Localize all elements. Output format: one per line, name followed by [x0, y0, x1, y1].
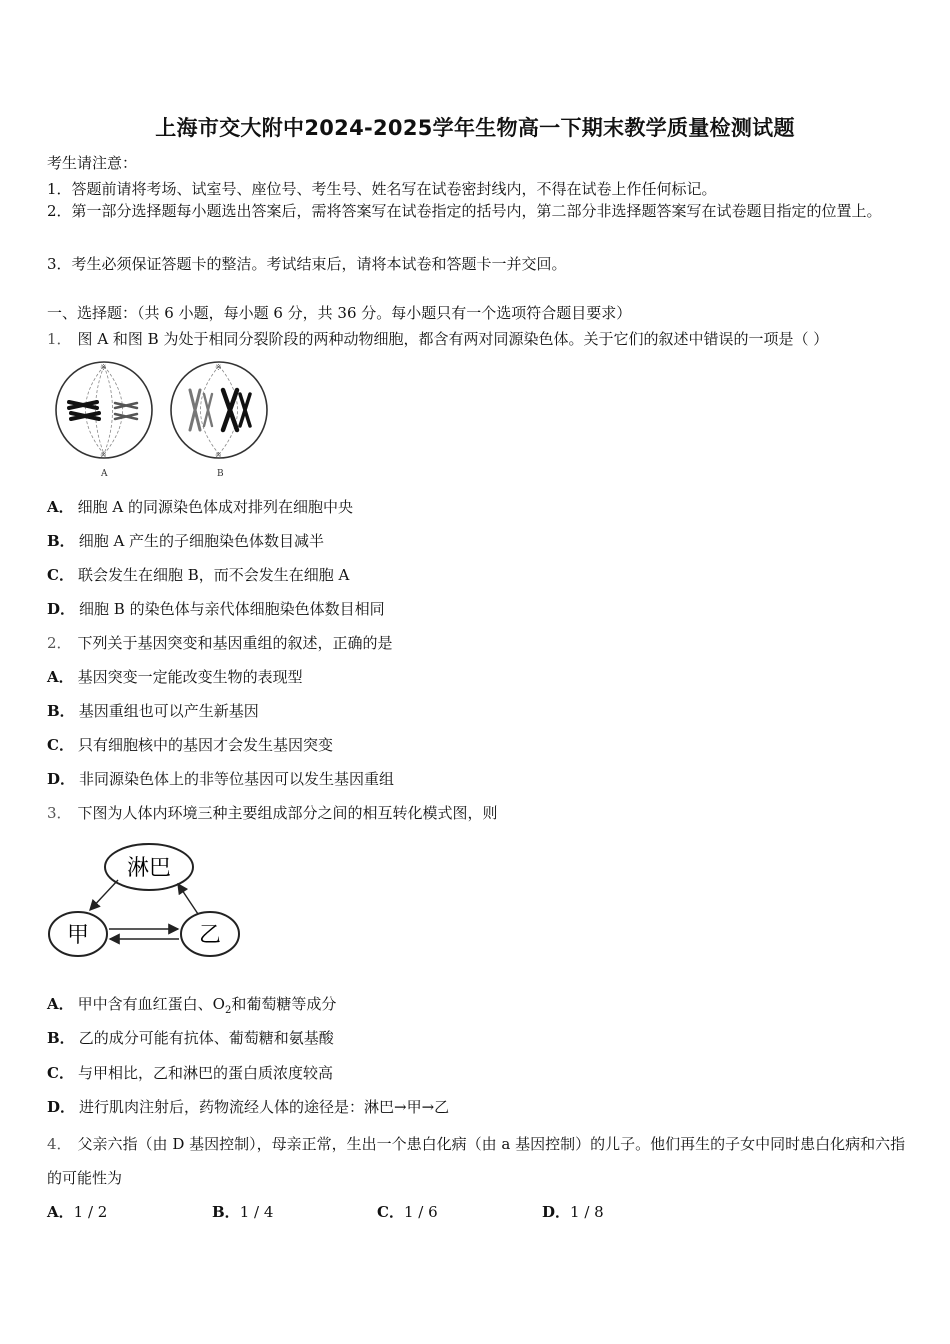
- figure-label-a: A: [101, 469, 108, 479]
- notice-item-3: 3．考生必须保证答题卡的整洁。考试结束后，请将本试卷和答题卡一并交回。: [47, 255, 567, 273]
- question-1-option-d[interactable]: D． 细胞 B 的染色体与亲代体细胞染色体数目相同: [47, 600, 385, 618]
- exam-title: 上海市交大附中2024-2025学年生物高一下期末教学质量检测试题: [155, 116, 795, 140]
- question-2-option-b[interactable]: B． 基因重组也可以产生新基因: [47, 702, 259, 720]
- question-2-option-d[interactable]: D． 非同源染色体上的非等位基因可以发生基因重组: [47, 770, 395, 788]
- body-fluid-diagram: [46, 840, 246, 965]
- question-2-option-a[interactable]: A． 基因突变一定能改变生物的表现型: [47, 668, 303, 686]
- question-1-option-a[interactable]: A． 细胞 A 的同源染色体成对排列在细胞中央: [47, 498, 354, 516]
- question-3-text: 下图为人体内环境三种主要组成部分之间的相互转化模式图，则: [77, 804, 498, 822]
- question-2-option-c[interactable]: C． 只有细胞核中的基因才会发生基因突变: [47, 736, 333, 754]
- question-1-stem: [47, 328, 828, 349]
- question-4-option-c[interactable]: C．1 / 6: [377, 1203, 438, 1221]
- section-heading: 一、选择题：（共 6 小题，每小题 6 分，共 36 分。每小题只有一个选项符合题目要求）: [47, 304, 632, 322]
- question-1-number: 1．: [47, 330, 72, 348]
- question-3-option-a[interactable]: A． 甲中含有血红蛋白、$O_2$和葡萄糖等成分: [47, 995, 337, 1016]
- question-1-option-c[interactable]: C． 联会发生在细胞 B，而不会发生在细胞 A: [47, 566, 350, 584]
- notice-item-1: 1．答题前请将考场、试室号、座位号、考生号、姓名写在试卷密封线内，不得在试卷上作任何标记。: [47, 180, 717, 198]
- svg-text:※: ※: [100, 363, 107, 372]
- notice-heading: 考生请注意：: [47, 154, 138, 172]
- question-4-stem: [47, 1127, 907, 1195]
- question-2-text: 下列关于基因突变和基因重组的叙述，正确的是: [77, 634, 393, 652]
- question-4-text: 父亲六指（由 D 基因控制），母亲正常，生出一个患白化病（由 a 基因控制）的儿子。他们再生的子女中同时患白化病和六指的可能性为: [47, 1135, 906, 1187]
- jia-label: 甲: [66, 923, 90, 948]
- svg-text:※: ※: [100, 451, 107, 460]
- question-2-number: 2．: [47, 634, 72, 652]
- question-3-number: 3．: [47, 804, 72, 822]
- question-3-stem: [47, 802, 498, 823]
- question-1-text: 图 A 和图 B 为处于相同分裂阶段的两种动物细胞，都含有两对同源染色体。关于它们的叙述中错误的一项是（ ）: [77, 330, 829, 348]
- svg-text:※: ※: [215, 363, 222, 372]
- question-4-option-a[interactable]: A．1 / 2: [47, 1203, 108, 1221]
- question-3-option-b[interactable]: B． 乙的成分可能有抗体、葡萄糖和氨基酸: [47, 1029, 334, 1047]
- svg-text:※: ※: [215, 451, 222, 460]
- arrow-lymph-to-jia: [90, 880, 118, 910]
- question-3-option-c[interactable]: C． 与甲相比，乙和淋巴的蛋白质浓度较高: [47, 1064, 333, 1082]
- question-4-option-b[interactable]: B．1 / 4: [212, 1203, 274, 1221]
- question-1-option-b[interactable]: B． 细胞 A 产生的子细胞染色体数目减半: [47, 532, 325, 550]
- question-2-stem: [47, 632, 393, 653]
- lymph-label: 淋巴: [126, 856, 172, 881]
- figure-label-b: B: [217, 469, 224, 479]
- cell-division-figure: [47, 358, 272, 480]
- notice-item-2: 2．第一部分选择题每小题选出答案后，需将答案写在试卷指定的括号内，第二部分非选择题答案写在试卷题目指定的位置上。: [47, 202, 882, 220]
- question-4-option-d[interactable]: D．1 / 8: [542, 1203, 604, 1221]
- yi-label: 乙: [198, 923, 222, 948]
- cell-a: [56, 362, 152, 479]
- arrow-yi-to-lymph: [178, 884, 198, 914]
- question-3-option-d[interactable]: D． 进行肌肉注射后，药物流经人体的途径是：淋巴→甲→乙: [47, 1098, 450, 1116]
- question-4-number: 4．: [47, 1135, 72, 1153]
- cell-b: [171, 362, 267, 479]
